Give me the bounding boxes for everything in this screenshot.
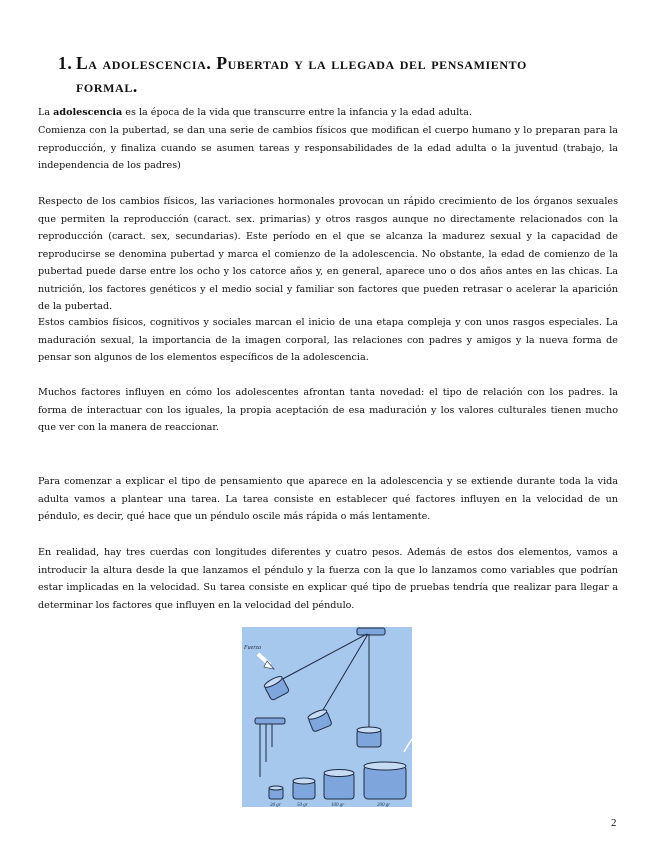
page-number: 2	[611, 817, 617, 829]
weight-50	[293, 778, 315, 799]
weight-label-20: 20 gr	[270, 803, 281, 807]
section-number: 1.	[58, 53, 73, 73]
push-label: Fuerza	[244, 645, 261, 651]
section-title-line1: La adolescencia. Pubertad y la llegada del pensamiento	[76, 53, 527, 73]
paragraph-pendulo-tarea: En realidad, hay tres cuerdas con longitudes diferentes y cuatro pesos. Además de estos dos elementos, vamos a introducir la altura desde la que lanzamos el péndulo y la fuerza con la que lo lanzamos como variables que podrían estar implicadas en la velocidad. Su tarea consiste en explicar qué tipo de pruebas tendría que realizar para llegar a determinar los factores que influyen en la velocidad del péndulo.	[38, 547, 618, 611]
section-title-line2: formal.	[76, 76, 138, 96]
pendulum-bob-2	[307, 708, 332, 732]
pendulum-bob-1	[263, 675, 290, 701]
pendulum-bob-3	[357, 727, 381, 747]
pendulum-illustration	[242, 627, 412, 807]
intro-suffix: es la época de la vida que transcurre entre la infancia y la edad adulta.	[122, 107, 472, 118]
intro-keyword: adolescencia	[53, 107, 123, 118]
string-holder	[255, 718, 285, 724]
weight-100	[324, 770, 354, 800]
swing-arc-icon	[404, 739, 412, 752]
pendulum-figure	[242, 627, 412, 807]
weight-label-200: 200 gr	[377, 803, 391, 807]
weight-label-50: 50 gr	[297, 803, 308, 807]
intro-definition	[38, 104, 618, 122]
intro-pubertad: Comienza con la pubertad, se dan una serie de cambios físicos que modifican el cuerpo humano y lo preparan para la reproducción, y finaliza cuando se asumen tareas y responsabilidades de la edad adulta o la juventud (trabajo, la independencia de los padres)	[38, 125, 618, 171]
weight-200	[364, 762, 406, 799]
section-heading	[58, 52, 618, 98]
paragraph-etapa-compleja: Estos cambios físicos, cognitivos y sociales marcan el inicio de una etapa compleja y con unos rasgos especiales. La maduración sexual, la importancia de la imagen corporal, las relaciones con padres y amigos y la nueva forma de pensar son algunos de los elementos específicos de la adolescencia.	[38, 317, 618, 363]
paragraph-cambios-fisicos: Respecto de los cambios físicos, las variaciones hormonales provocan un rápido crecimiento de los órganos sexuales que permiten la reproducción (caract. sex. primarias) y otros rasgos aunque no directamente relacionados con la reproducción (caract. sex, secundarias). Este período en el que se alcanza la madurez sexual y la capacidad de reproducirse se denomina pubertad y marca el comienzo de la adolescencia. No obstante, la edad de comienzo de la pubertad puede darse entre los ocho y los catorce años y, en general, aparece uno o dos años antes en las chicas. La nutrición, los factores genéticos y el medio social y familiar son factores que pueden retrasar o acelerar la aparición de la pubertad.	[38, 196, 618, 312]
paragraph-pendulo-intro: Para comenzar a explicar el tipo de pensamiento que aparece en la adolescencia y se extiende durante toda la vida adulta vamos a plantear una tarea. La tarea consiste en establecer qué factores influyen en la velocidad de un péndulo, es decir, qué hace que un péndulo oscile más rápida o más lentamente.	[38, 476, 618, 522]
paragraph-factores: Muchos factores influyen en cómo los adolescentes afrontan tanta novedad: el tipo de relación con los padres. la forma de interactuar con los iguales, la propia aceptación de esa maduración y los valores culturales tienen mucho que ver con la manera de reaccionar.	[38, 387, 618, 433]
weight-20	[269, 786, 283, 799]
pendulum-support-bar	[357, 628, 385, 635]
intro-prefix: La	[38, 107, 54, 118]
weight-label-100: 100 gr	[331, 803, 345, 807]
